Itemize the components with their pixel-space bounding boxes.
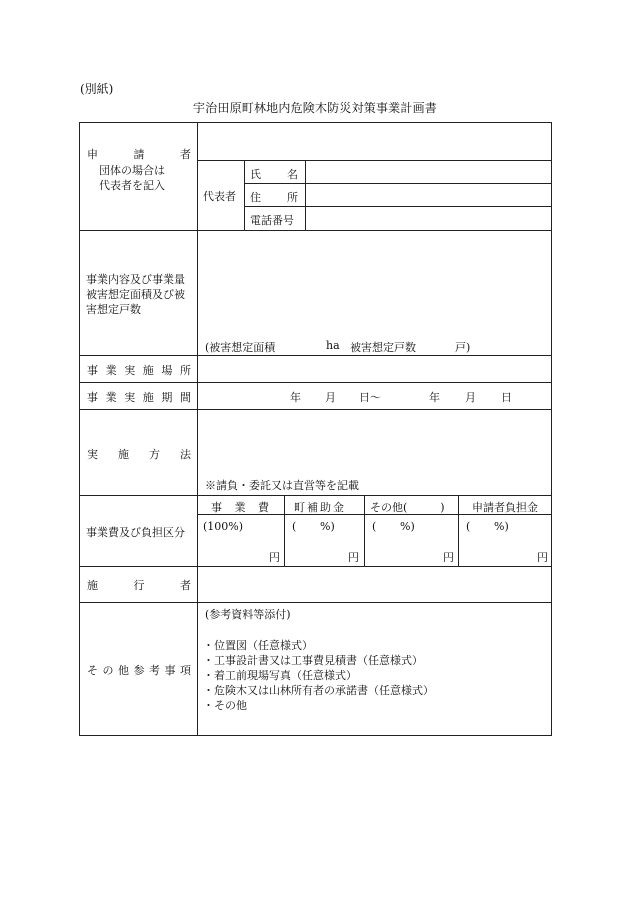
cost-other-pct-close: %) bbox=[400, 520, 415, 533]
damage-households-label: 被害想定戸数 bbox=[350, 341, 416, 354]
rep-address-label: 住 所 bbox=[250, 191, 298, 204]
cost-total-yen: 円 bbox=[269, 551, 280, 564]
method-note: ※請負・委託又は直営等を記載 bbox=[205, 479, 359, 492]
cost-label: 事業費及び負担区分 bbox=[86, 526, 185, 539]
attachment-item-other: ・その他 bbox=[203, 699, 247, 712]
applicant-label: 申 請 者 bbox=[87, 148, 191, 161]
content-label-line1: 事業内容及び事業量 bbox=[86, 273, 185, 286]
cost-col-divider-2 bbox=[364, 495, 365, 566]
cost-applicant-yen: 円 bbox=[537, 551, 548, 564]
plan-form-table bbox=[79, 122, 552, 736]
rep-row-line-1 bbox=[244, 183, 551, 184]
content-label-line3: 害想定戸数 bbox=[86, 303, 141, 316]
cost-other-yen: 円 bbox=[443, 551, 454, 564]
cost-town-yen: 円 bbox=[348, 551, 359, 564]
cost-town-pct-close: %) bbox=[320, 520, 335, 533]
representative-divider bbox=[244, 160, 245, 230]
row-line-cost bbox=[80, 566, 551, 567]
period-month-end: 月 bbox=[465, 391, 476, 404]
attachment-item-owner-consent: ・危険木又は山林所有者の承諾書（任意様式） bbox=[203, 684, 434, 697]
location-label: 事 業 実 施 場 所 bbox=[87, 364, 191, 377]
attachment-item-cost-estimate: ・工事設計書又は工事費見積書（任意様式） bbox=[203, 654, 423, 667]
period-day-start: 日～ bbox=[359, 391, 381, 404]
applicant-note-line2: 代表者を記入 bbox=[99, 179, 165, 192]
rep-phone-label: 電話番号 bbox=[250, 214, 294, 227]
rep-row-line-2 bbox=[244, 206, 551, 207]
document-title: 宇治田原町林地内危険木防災対策事業計画書 bbox=[192, 101, 437, 115]
period-day-end: 日 bbox=[501, 391, 512, 404]
row-line-content bbox=[80, 355, 551, 356]
damage-households-unit: 戸) bbox=[455, 341, 471, 354]
attachment-item-site-photos: ・着工前現場写真（任意様式） bbox=[203, 669, 357, 682]
damage-area-unit: ha bbox=[326, 339, 340, 352]
cost-col-divider-3 bbox=[458, 495, 459, 566]
label-column-divider bbox=[197, 123, 198, 735]
period-month-start: 月 bbox=[325, 391, 336, 404]
contractor-label: 施 行 者 bbox=[87, 579, 191, 592]
row-line-location bbox=[80, 382, 551, 383]
attachment-label: (別紙) bbox=[80, 82, 114, 96]
period-label: 事 業 実 施 期 間 bbox=[87, 391, 191, 404]
attachment-heading: (参考資料等添付) bbox=[205, 608, 291, 621]
applicant-note-line1: 団体の場合は bbox=[99, 164, 165, 177]
row-line-applicant bbox=[80, 230, 551, 231]
cost-header-town-subsidy: 町補助金 bbox=[294, 501, 346, 514]
period-year-start: 年 bbox=[290, 391, 301, 404]
damage-area-text: (被害想定面積 bbox=[205, 341, 276, 354]
row-line-contractor bbox=[80, 602, 551, 603]
period-year-end: 年 bbox=[429, 391, 440, 404]
representative-label: 代表者 bbox=[203, 190, 236, 203]
cost-other-pct-open: ( bbox=[372, 520, 377, 533]
attachment-item-location-map: ・位置図（任意様式） bbox=[203, 639, 313, 652]
cost-col-divider-1 bbox=[284, 495, 285, 566]
other-reference-label: そ の 他 参 考 事 項 bbox=[87, 664, 191, 677]
content-label-line2: 被害想定面積及び被 bbox=[86, 288, 185, 301]
cost-applicant-pct-close: %) bbox=[494, 520, 509, 533]
applicant-name-top-line bbox=[197, 160, 551, 161]
cost-header-other: その他( ) bbox=[370, 501, 445, 514]
cost-header-total: 事 業 費 bbox=[211, 501, 269, 514]
cost-total-percent: (100%) bbox=[203, 520, 244, 533]
row-line-method bbox=[80, 495, 551, 496]
cost-applicant-pct-open: ( bbox=[466, 520, 471, 533]
rep-field-divider bbox=[305, 160, 306, 230]
method-label: 実 施 方 法 bbox=[87, 448, 191, 461]
cost-town-pct-open: ( bbox=[292, 520, 297, 533]
rep-name-label: 氏 名 bbox=[250, 168, 298, 181]
row-line-period bbox=[80, 409, 551, 410]
cost-header-applicant-share: 申請者負担金 bbox=[472, 501, 538, 514]
